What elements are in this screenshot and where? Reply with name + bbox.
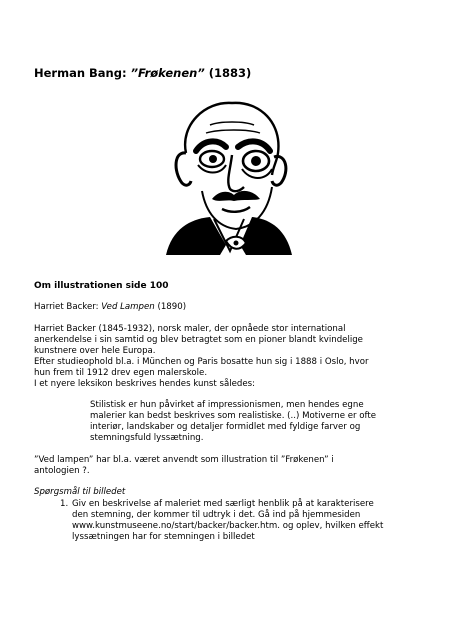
title-year: (1883) xyxy=(204,66,252,80)
usage-paragraph xyxy=(34,455,334,477)
question-line: Giv en beskrivelse af maleriet med særligt henblik på at karakterisere xyxy=(72,499,374,509)
bio-line: I et nyere leksikon beskrives hendes kunst således: xyxy=(34,379,256,389)
question-line: www.kunstmuseene.no/start/backer/backer.htm. og oplev, hvilken effekt xyxy=(72,521,384,531)
usage-line: antologien ?. xyxy=(34,466,90,476)
title-work: ”Frøkenen” xyxy=(130,66,205,80)
page-title xyxy=(34,66,251,80)
section-heading: Om illustrationen side 100 xyxy=(34,281,169,291)
block-quote xyxy=(90,400,376,444)
herman-bang-caricature xyxy=(160,95,298,255)
bio-paragraph xyxy=(34,324,369,390)
bio-line: hun frem til 1912 drev egen malerskole. xyxy=(34,368,208,378)
question-number: 1. xyxy=(60,499,69,509)
caption-title: Ved Lampen xyxy=(101,302,155,312)
bio-line: Efter studieophold bl.a. i München og Paris bosatte hun sig i 1888 i Oslo, hvor xyxy=(34,357,369,367)
caption-artist: Harriet Backer: xyxy=(34,302,102,312)
questions-heading: Spørgsmål til billedet xyxy=(34,487,126,497)
bio-line: anerkendelse i sin samtid og blev betragtet som en pioner blandt kvindelige xyxy=(34,335,363,345)
quote-line: interiør, landskaber og detaljer formidlet med fyldige farver og xyxy=(90,422,361,432)
title-author: Herman Bang: xyxy=(34,66,131,80)
question-text xyxy=(72,499,383,543)
question-line: den stemning, der kommer til udtryk i det. Gå ind på hjemmesiden xyxy=(72,510,361,520)
quote-line: malerier kan bedst beskrives som realistiske. (..) Motiverne er ofte xyxy=(90,411,377,421)
question-line: lyssætningen har for stemningen i billedet xyxy=(72,532,255,542)
bio-line: Harriet Backer (1845-1932), norsk maler, der opnåede stor international xyxy=(34,324,346,334)
image-caption xyxy=(34,302,186,313)
quote-line: Stilistisk er hun påvirket af impressionismen, men hendes egne xyxy=(90,400,364,410)
bio-line: kunstnere over hele Europa. xyxy=(34,346,156,356)
quote-line: stemningsfuld lyssætning. xyxy=(90,433,204,443)
usage-line: ”Ved lampen” har bl.a. været anvendt som illustration til ”Frøkenen” i xyxy=(34,455,334,465)
caption-year: (1890) xyxy=(154,302,187,312)
